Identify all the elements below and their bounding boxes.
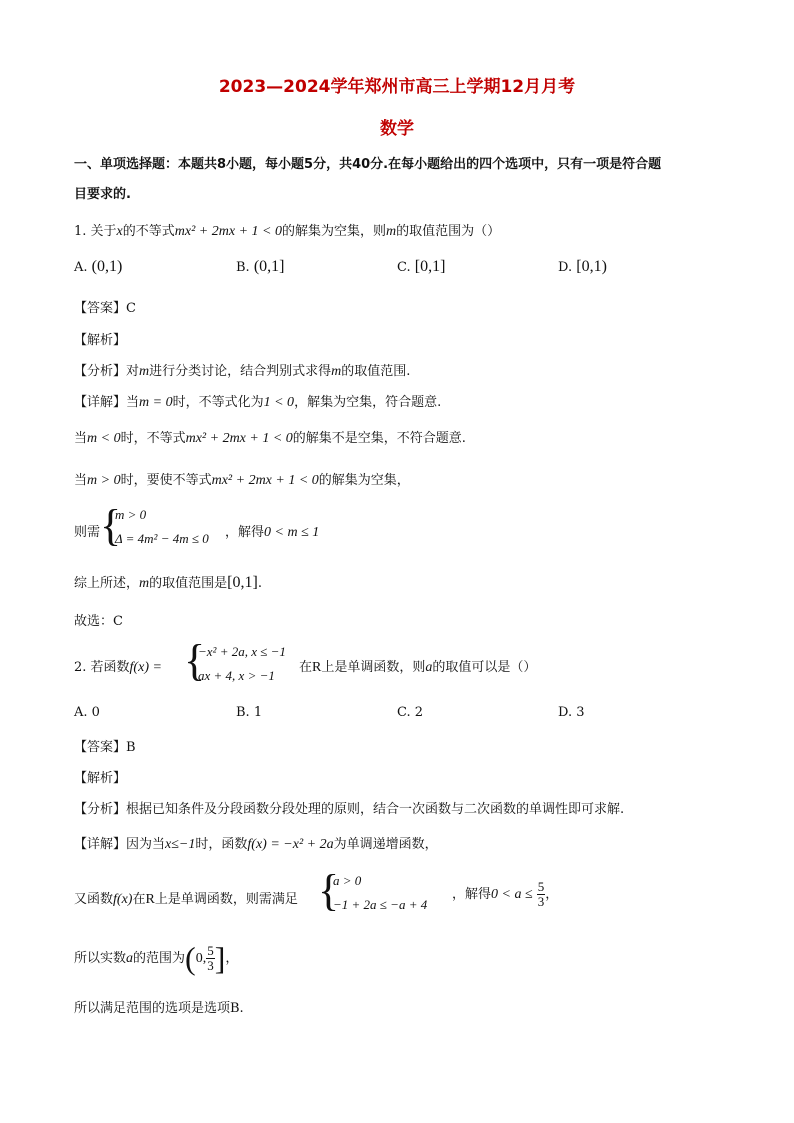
q1-system-line-1: m > 0 bbox=[115, 507, 147, 522]
q1-xiangjie-1: 【详解】当m = 0时，不等式化为1 < 0，解集为空集，符合题意. bbox=[74, 395, 442, 410]
subject-title: 数学 bbox=[380, 119, 414, 139]
q2-fenxi: 【分析】根据已知条件及分段函数分段处理的原则，结合一次函数与二次函数的单调性即可求解. bbox=[74, 802, 625, 817]
q2-system-line-2: −1 + 2a ≤ −a + 4 bbox=[333, 897, 428, 912]
q2-xiangjie-1: 【详解】因为当x≤−1时，函数f(x) = −x² + 2a为单调递增函数， bbox=[74, 837, 438, 852]
section-heading: 一、单项选择题：本题共8小题，每小题5分，共40分.在每小题给出的四个选项中，只有一项是符合题 bbox=[74, 157, 662, 172]
q2-piece-2: ax + 4, x > −1 bbox=[198, 668, 275, 683]
page-title: 2023—2024学年郑州市高三上学期12月月考 bbox=[218, 77, 576, 97]
q2-option-c: C. 2 bbox=[397, 705, 424, 720]
q1-choice: 故选：C bbox=[74, 614, 123, 629]
q2-piece-1: −x² + 2a, x ≤ −1 bbox=[198, 644, 286, 659]
q2-xj2-result: ，解得0 < a ≤ $\frac{5}{3}$ ， bbox=[452, 879, 559, 909]
q2-system-brace: { bbox=[318, 866, 340, 915]
q2-option-a: A. 0 bbox=[74, 705, 100, 720]
q1-system-brace: { bbox=[100, 501, 122, 550]
q2-stem-prefix: 2. 若函数f(x) = bbox=[74, 660, 162, 675]
q2-system-line-1: a > 0 bbox=[333, 873, 362, 888]
q1-option-c: C. [0,1] bbox=[397, 258, 446, 275]
q2-stem-suffix: 在R上是单调函数，则a的取值可以是（） bbox=[299, 660, 537, 675]
q1-option-d: D. [0,1) bbox=[558, 258, 607, 275]
q1-xiangjie-2: 当m < 0时，不等式mx² + 2mx + 1 < 0的解集不是空集，不符合题意. bbox=[74, 431, 466, 446]
q1-fenxi: 【分析】对m进行分类讨论，结合判别式求得m的取值范围. bbox=[74, 364, 411, 379]
q1-xj4-result: ，解得0 < m ≤ 1 bbox=[225, 525, 320, 540]
section-heading-cont: 目要求的. bbox=[74, 187, 131, 202]
q1-summary: 综上所述，m的取值范围是[0,1]. bbox=[74, 574, 262, 591]
q2-option-b: B. 1 bbox=[236, 705, 263, 720]
fraction-five-thirds-range: $\frac{5}{3}$ bbox=[207, 943, 214, 973]
question-1-stem: 1. 关于x的不等式mx² + 2mx + 1 < 0的解集为空集，则m的取值范围为（） bbox=[74, 224, 501, 239]
q2-analysis-label: 【解析】 bbox=[74, 771, 127, 786]
q1-system-line-2: Δ = 4m² − 4m ≤ 0 bbox=[115, 531, 209, 546]
q1-xj4-prefix: 则需 bbox=[74, 525, 101, 540]
q1-xiangjie-3: 当m > 0时，要使不等式mx² + 2mx + 1 < 0的解集为空集， bbox=[74, 473, 410, 488]
q2-xiangjie-3: 所以实数a的范围为(0, $\frac{5}{3}$ ]， bbox=[74, 940, 239, 976]
q1-option-b: B. (0,1] bbox=[236, 258, 285, 275]
fraction-five-thirds: $\frac{5}{3}$ bbox=[537, 879, 545, 909]
q1-answer: 【答案】C bbox=[74, 301, 136, 316]
q2-option-d: D. 3 bbox=[558, 705, 585, 720]
q2-xj2-prefix: 又函数f(x)在R上是单调函数，则需满足 bbox=[74, 892, 298, 907]
q2-answer: 【答案】B bbox=[74, 740, 136, 755]
q2-conclusion: 所以满足范围的选项是选项B. bbox=[74, 1001, 244, 1016]
q2-piecewise-brace: { bbox=[184, 636, 206, 685]
q1-option-a: A. (0,1) bbox=[74, 258, 123, 275]
q1-analysis-label: 【解析】 bbox=[74, 333, 127, 348]
